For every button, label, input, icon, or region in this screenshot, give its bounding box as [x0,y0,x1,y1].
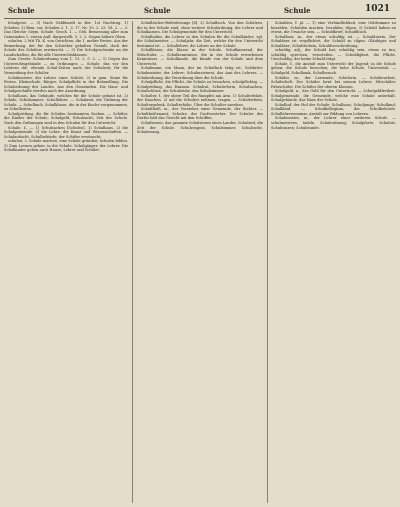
running-head-middle-1: Schule [144,6,171,15]
entry-paragraph: Schuldner, m., der etwas schuldig ist. — Schuldnerin. Der Schuldner ist verpflichtet, die Schuld zu tilgen. Gläubiger und Schuldner; Schuldschein, Schuldverschreibung. [271,34,396,48]
entry-paragraph: schulen. 2 Mit Th. K. von Gerichten, die 1. mehre Ferien. Aus der Bemerkung, der für den Schreiber gehalten Gestalt, doch der Schule des Schülers erwünscht. — 3) Die Schulgeschenke an die Landschaften, die für alle Unterrichtsklassen. [4,39,128,57]
page-number: 1021 [364,4,390,14]
running-head-left: Schule [8,6,35,15]
entry-paragraph: Schulklasse, die Klasse in der Schule. Schulkamerad, der Mitschüler. — Schulkenntnisse, die in der Schule erworbenen Kenntnisse. — Schulkunde, die Kunde von der Schule und dem Unterricht. [137,48,263,66]
entry-paragraph: Schule, f., — 1) Schulsachen [Schulen]. 1) Schulhaus. 2) die Schulgemeinde. 3) die Lehre, die Kunst und Wissenschaften. — Schulaufsicht, Schulbehörde; der Schüler erwünscht. [4,125,128,139]
entry-paragraph: Schulden, f. pl. — 1) eine Verbindlichkeit, eine Geldsumme zu bezahlen; Schulden machen, bezahlen, tilgen. 2) Schuld haben an etwas, die Ursache sein. — Schuldbrief, Schuldbuch. [271,21,396,35]
text-column-2 [137,21,263,503]
page-header [4,2,396,19]
entry-paragraph: Schulgeld, n., das Geld für den Unterricht. — Schulgeldfreiheit. Schulgemeinde, die Gemeinde, welche eine Schule unterhält. Schulgebäude, das Haus der Schule. [271,89,396,103]
text-column-1 [4,21,128,503]
column-rule [132,21,133,503]
entry-paragraph: Schule, f., die Anstalt zum Unterricht der Jugend; in die Schule gehen; die Schule besuchen; die hohe Schule, Universität. — Schulgeld, Schulbank, Schulbesuch. [271,61,396,76]
entry-paragraph: Schüler, m., der Lernende; Schülerin. — Schülerarbeit, Schülerheft. Der Schüler lernt bei seinem Lehrer; Mitschüler, Fahrschüler. Die Schüler der oberen Klassen. [271,75,396,89]
entry-paragraph: Schulprüfung, die für Schulen bestimmten Sachen. — Schüler, die Kinder der Schule; Schulgeld, Schulzucht; Zeit der Schule. Nach den Ordnungen sind in den Schulen für den Unterricht. [4,111,128,126]
running-head-middle-2: Schule [284,6,311,15]
entry-paragraph: Schulter, f., der obere Teil des Rumpfes am Arm. 1) Schulterblatt, der Knochen. 2) auf die Schulter nehmen, tragen. — Schulterbein, Schultergelenk, Schulterhöhe. Über die Schulter ansehen. [137,93,263,107]
entry-paragraph: Schulhalter, die Lehrer in den Schulen für die Schulkinder; vgl. die Schulmeister. — Schuljahr, die Zeit, welche für den Unterricht bestimmt ist. — Schullehrer, die Lehrer an der Schule. [137,34,263,48]
entry-paragraph: Schulbücher-Beförderungs [6]. 2) Schulbuch. Von den Schülern, die in der Schule sind, ohne weitere Schulordnung, die Lehrer und Schulkassen. Die Schulgemeinde für den Unterricht. [137,21,263,35]
entry-paragraph: Schulhof, der Hof der Schule; Schulhaus; Schuljunge; Schulkind; Schulkleid. — Schulkollegium, die Schulbehörde. Schullehrerseminar, Anstalt zur Bildung von Lehrern. [271,102,396,116]
entry-paragraph: schuldig, adj., der Schuld hat; schuldig sein, etwas zu tun; schuldig sprechen, verurteilen. — Schuldigkeit, die Pflicht. Unschuldig, der keine Schuld trägt. [271,48,396,62]
entry-paragraph: Schulhaus, das Gebäude, welches für die Schule gebaut ist. 2) Schule, Schulzimmer; Schullehrer. — Schulamt, die Ordnung der Schule. — Schulbuch, Schulklasse, die in der Kirche vorgenommen, zu Schulleuten. [4,93,128,112]
entry-paragraph: Schulmeister, der Lehrer einer Schule; 2) in gem. Sinne für Ferien, Kleinschule, Bürger, Schulpflicht in der Behandlung. Die Schulordnung des Landes. Aus den Gemeinden. Die Haus- und Schulgeschäfte werden nach der Anordnung. [4,75,128,94]
entry-paragraph: Schultheiß, m., der Vorsteher einer Gemeinde, der Richter. — Schultheißenamt; Schulze, der Dorfvorsteher. Der Schulze des Dorfes hält das Gericht mit den Schöffen. [137,107,263,121]
entry-paragraph: Schulmann, ein Mann, der im Schulfach tätig ist; Gelehrter. Schulmeister, der Lehrer; Schulmeisterei, das Amt des Lehrers. — Schulordnung, die Verordnung über die Schule. [137,66,263,80]
entry-paragraph: Zum Gesetz. Schulordnung vom 1. 13. 2. 5. 2. — 1) Gegen das Unterrichtsgebäude — zu Ordnungen — Schule, das vor den Lehrern die, ebenda Schul-Zeiten nach der Schulzeit; für die Vermeidung der Schüler. [4,57,128,76]
entry-paragraph: fchulgeist. — 3) Nach Gebbhardt in Ber. 1st Nachtrag. 1) Schulen: 2) Bem. vor. Schulen 2. 1. 3. 17. Nr. 10. 2. 23. 18. 2. — 3. Das Gleiche: Seym. Schule. Gesch. 1. — Geh. Bemessung aller zum Gemeinden 1. ersten Aufl. dargestellt. 3. 2. 2. Gegen höhere Oben. [4,21,128,39]
entry-paragraph: schulen; 2. Schule machen, eine Schule gründen; Schulen bilden. 3) Zum Lernen gehen: in die Schule. Schulgänger, der Lehrer. Die Schulkinder gehen nach Hause; Lehrer und Schüler. [4,139,128,153]
text-column-3 [271,21,396,503]
entry-paragraph: Schulpflicht, die Pflicht, die Schule zu besuchen; schulpflichtig. — Schulprüfung, das Examen. Schulrat, Schulreform, Schulsachen, Schulschluss; die Schulstube, das Schulzimmer. [137,80,263,94]
entry-paragraph: Schulmeister, m., der Lehrer einer niederen Schule. — schulmeistern, tadeln. Schulordnung; Schulpforte; Schulrat; Schulranzen; Schulstunde. [271,116,396,130]
column-rule [267,21,268,503]
entry-paragraph: Schulwesen, das gesamte Schulwesen eines Landes. Schulzeit, die Zeit der Schule. Schulzeugnis, Schulzimmer, Schulzucht, Schulzwang. [137,121,263,135]
